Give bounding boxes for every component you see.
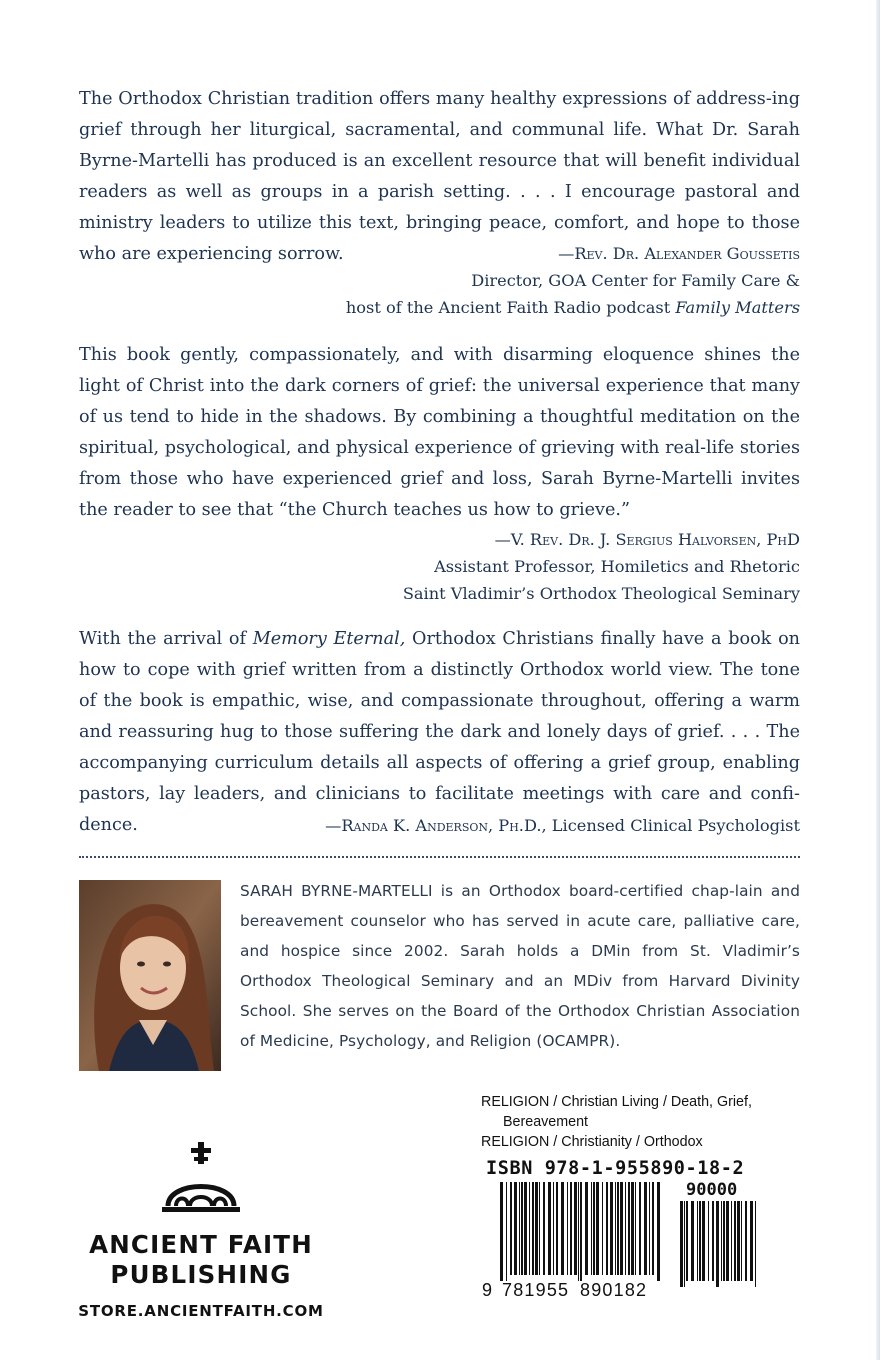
barcode-bar <box>591 1182 592 1275</box>
barcode-bars-main <box>500 1182 660 1281</box>
endorsement-1-name: —Rev. Dr. Alexander Goussetis <box>558 244 800 263</box>
church-dome-icon <box>156 1140 246 1222</box>
barcode-bar <box>580 1182 582 1281</box>
barcode-bar <box>593 1182 595 1275</box>
endorsement-2 <box>79 340 800 607</box>
barcode-bar <box>535 1182 538 1275</box>
barcode-bar <box>684 1201 685 1287</box>
barcode-bar <box>570 1182 572 1275</box>
cover-edge <box>876 0 880 1360</box>
barcode-bar <box>750 1201 753 1281</box>
barcode-bar <box>606 1182 608 1275</box>
barcode-bar <box>521 1182 523 1275</box>
barcode-bar <box>708 1201 709 1281</box>
barcode-bar <box>519 1182 520 1275</box>
barcode-bar <box>723 1201 725 1281</box>
endorsement-2-role: Assistant Professor, Homiletics and Rhetoric <box>434 557 800 576</box>
barcode-bar <box>697 1201 698 1281</box>
publisher-logo <box>76 1140 326 1320</box>
barcode-bar <box>615 1182 616 1275</box>
endorsement-3-name: —Randa K. Anderson, Ph.D., <box>325 816 547 835</box>
barcode-bar <box>726 1201 729 1281</box>
dotted-divider <box>79 856 800 858</box>
endorsement-1 <box>79 84 800 321</box>
barcode-bar <box>556 1182 558 1275</box>
barcode-bar <box>529 1182 530 1275</box>
endorsement-3-text-prefix: With the arrival of <box>79 629 246 649</box>
endorsement-3-text <box>79 624 800 841</box>
barcode-bar <box>561 1182 564 1275</box>
barcode-digits-left: 781955 <box>502 1280 570 1300</box>
barcode-bar <box>644 1182 647 1275</box>
barcode-bar <box>702 1201 705 1281</box>
barcode-bar <box>699 1201 701 1281</box>
barcode-bar <box>567 1182 568 1275</box>
barcode-bar <box>625 1182 626 1275</box>
barcode-lead-digit: 9 <box>482 1280 493 1300</box>
barcode-bar <box>686 1201 688 1281</box>
bisac-line-1: RELIGION / Christian Living / Death, Grief, <box>481 1094 752 1110</box>
isbn-barcode <box>480 1155 762 1300</box>
endorsement-2-attribution <box>79 526 800 607</box>
barcode-bar <box>652 1182 654 1275</box>
barcode-bar <box>712 1201 714 1281</box>
barcode-bar <box>510 1182 512 1275</box>
barcode-bar <box>649 1182 650 1275</box>
endorsement-2-name: —V. Rev. Dr. J. Sergius Halvorsen, PhD <box>494 530 800 549</box>
barcode-bar <box>680 1201 683 1287</box>
endorsement-3-book-title: Memory Eternal, <box>252 629 406 649</box>
barcode-bar <box>741 1201 742 1281</box>
barcode-bar <box>716 1201 719 1287</box>
bisac-categories <box>481 1092 811 1152</box>
isbn-label: ISBN 978-1-955890-18-2 <box>486 1158 745 1179</box>
barcode-bar <box>617 1182 619 1275</box>
price-code: 90000 <box>686 1180 738 1200</box>
barcode-bar <box>574 1182 577 1275</box>
barcode-bar <box>731 1201 732 1281</box>
endorsement-2-institution: Saint Vladimir’s Orthodox Theological Seminary <box>402 584 800 603</box>
publisher-url: STORE.ANCIENTFAITH.COM <box>78 1302 324 1320</box>
endorsement-3-title: Licensed Clinical Psychologist <box>551 816 800 835</box>
barcode-bar <box>755 1201 756 1287</box>
barcode-bar <box>691 1201 694 1281</box>
bisac-line-2: Bereavement <box>503 1114 589 1130</box>
barcode-bars-addon <box>680 1201 756 1287</box>
barcode-bar <box>721 1201 722 1281</box>
barcode-bar <box>553 1182 554 1275</box>
barcode-bar <box>539 1182 540 1275</box>
author-bio: SARAH BYRNE-MARTELLI is an Orthodox board-certified chap-lain and bereavement counselor who has served in acute care, palliative care, and hospice since 2002. Sarah holds a DMin from St. Vladimir’s Orthodox Theological Seminary and an MDiv from Harvard Divinity School. She serves on the Board of the Orthodox Christian Association of Medicine, Psychology, and Religion (OCAMPR). <box>240 882 800 1050</box>
bisac-line-3: RELIGION / Christianity / Orthodox <box>481 1134 703 1150</box>
barcode-bar <box>548 1182 551 1275</box>
endorsement-2-text: This book gently, compassionately, and with disarming eloquence shines the light of Christ into the dark corners of grief: the universal experience that many of us tend to hide in the shadows. By combining a thoughtful meditation on the spiritual, psychological, and physical experience of grieving with real-life stories from those who have experienced grief and loss, Sarah Byrne-Martelli invites the reader to see that “the Church teaches us how to grieve.” <box>79 345 800 520</box>
endorsement-1-text: The Orthodox Christian tradition offers many healthy expressions of address-ing grief through her liturgical, sacramental, and communal life. What Dr. Sarah Byrne-Martelli has produced is an excellent resource that will benefit individual readers as well as groups in a parish setting. . . . I encourage pastoral and ministry leaders to utilize this text, bringing peace, comfort, and hope to those who are experiencing sorrow. <box>79 89 800 264</box>
barcode-bar <box>578 1182 579 1281</box>
barcode-bar <box>620 1182 623 1275</box>
barcode-graphic <box>480 1155 762 1300</box>
barcode-bar <box>745 1201 747 1281</box>
barcode-bar <box>514 1182 517 1275</box>
endorsement-3 <box>79 624 800 841</box>
author-portrait-illustration <box>79 880 221 1071</box>
endorsement-1-podcast <box>79 294 800 321</box>
endorsement-3-attribution <box>325 810 800 841</box>
barcode-bar <box>506 1182 507 1281</box>
barcode-bar <box>543 1182 545 1275</box>
barcode-bar <box>585 1182 588 1275</box>
barcode-bar <box>610 1182 613 1275</box>
barcode-bar <box>500 1182 503 1281</box>
barcode-bar <box>602 1182 603 1275</box>
barcode-bar <box>596 1182 599 1275</box>
endorsement-1-podcast-title: Family Matters <box>675 298 800 317</box>
barcode-bar <box>657 1182 660 1281</box>
author-photo <box>79 880 221 1071</box>
barcode-bar <box>635 1182 636 1275</box>
barcode-bar <box>631 1182 634 1275</box>
barcode-bar <box>532 1182 534 1275</box>
barcode-bar <box>524 1182 527 1275</box>
endorsement-1-podcast-prefix: host of the Ancient Faith Radio podcast <box>345 298 671 317</box>
barcode-bar <box>737 1201 740 1281</box>
barcode-bar <box>639 1182 641 1275</box>
barcode-bar <box>734 1201 736 1281</box>
endorsement-1-role: Director, GOA Center for Family Care & <box>471 271 800 290</box>
barcode-digits-right: 890182 <box>580 1280 648 1300</box>
publisher-name-line-2: PUBLISHING <box>110 1260 292 1289</box>
barcode-bar <box>628 1182 630 1275</box>
endorsement-3-text-body: Orthodox Christians finally have a book on how to cope with grief written from a distinctly Orthodox world view. The tone of the book is empathic, wise, and compassionate throughout, offering a warm and reassuring hug to those suffering the dark and lonely days of grief. . . . The accompanying curriculum details all aspects of offering a grief group, enabling pastors, lay leaders, and clinicians to facilitate meetings with care and confi-dence. <box>79 629 800 835</box>
publisher-name-line-1: ANCIENT FAITH <box>89 1230 313 1259</box>
